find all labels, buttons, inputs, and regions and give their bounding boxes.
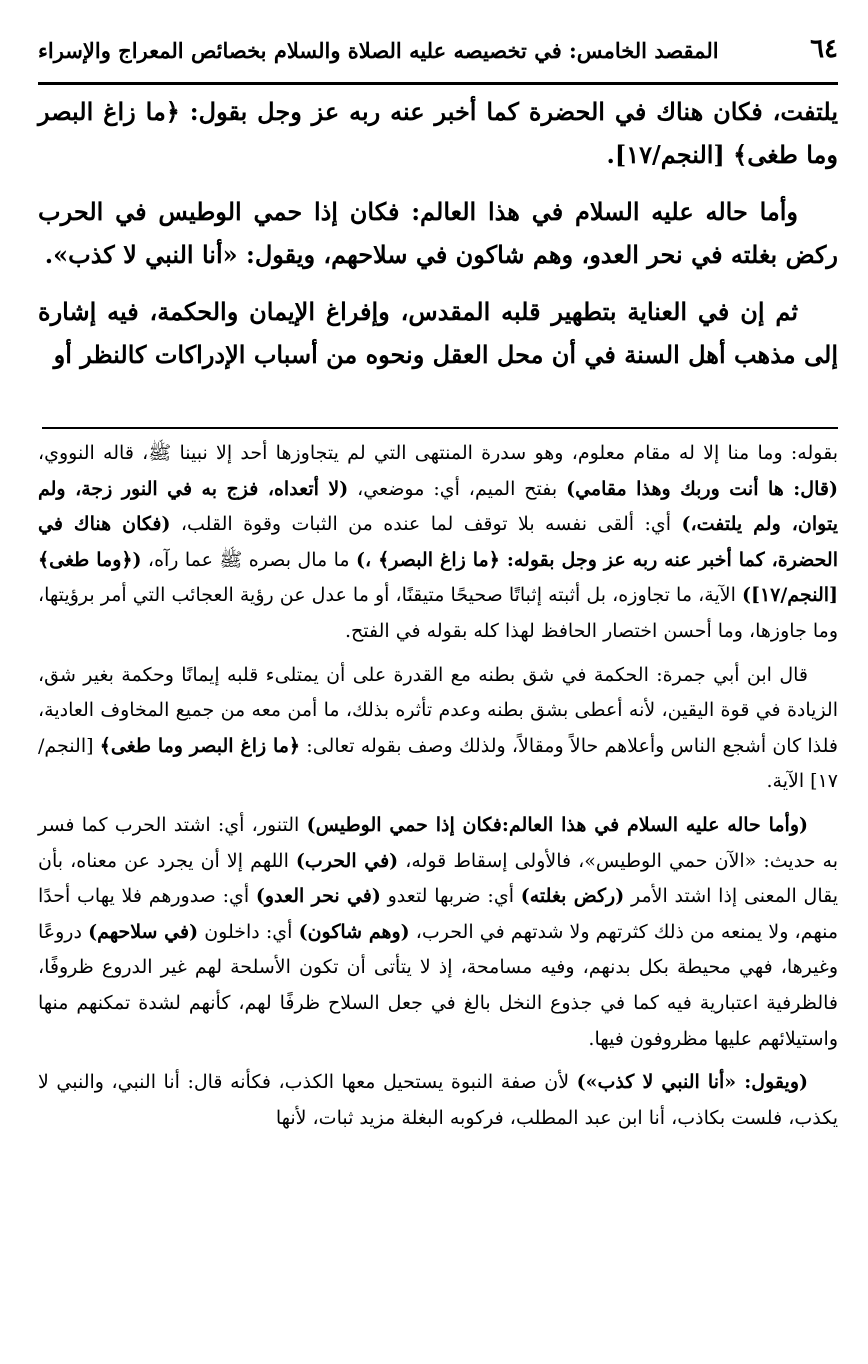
page-number: ٦٤ (810, 34, 838, 64)
commentary-text (38, 436, 838, 1144)
quran-quote: ﴿ما زاغ البصر وما طغى﴾ (38, 97, 838, 169)
main-paragraph-3: ثم إن في العناية بتطهير قلبه المقدس، وإفراغ الإيمان والحكمة، فيه إشارة إلى مذهب أهل السنة في أن محل العقل ونحوه من أسباب الإدراكات كالنظر أو (38, 297, 838, 369)
commentary-paragraph-4: (ويقول: «أنا النبي لا كذب») لأن صفة النبوة يستحيل معها الكذب، فكأنه قال: أنا النبي، والنبي لا يكذب، فلست بكاذب، أنا ابن عبد المطلب، فركوبه البغلة مزيد ثبات، لأنها (38, 1071, 838, 1129)
commentary-paragraph-2: قال ابن أبي جمرة: الحكمة في شق بطنه مع القدرة على أن يمتلىء قلبه إيمانًا وحكمة بغير شق، الزيادة في قوة اليقين، لأنه أعطى بشق بطنه وعدم تأثره بذلك، ما أمن معه من جميع المخاوف العادية، فلذا كان أشجع الناس وأعلاهم حالاً ومقالاً، ولذلك وصف بقوله تعالى: ﴿ما زاغ البصر وما طغى﴾ [النجم/١٧] الآية. (38, 663, 838, 793)
main-paragraph-1: يلتفت، فكان هناك في الحضرة كما أخبر عنه ربه عز وجل بقول: ﴿ما زاغ البصر وما طغى﴾ [النجم/١٧]. (38, 97, 838, 169)
commentary-paragraph-3: (وأما حاله عليه السلام في هذا العالم:فكان إذا حمي الوطيس) التنور، أي: اشتد الحرب كما فسر به حديث: «الآن حمي الوطيس»، فالأولى إسقاط قوله، (في الحرب) اللهم إلا أن يجرد عن معناه، بأن يقال المعنى إذا اشتد الأمر (ركض بغلته) أي: ضربها لتعدو (في نحر العدو) أي: صدورهم فلا يهاب أحدًا منهم، ولا يمنعه من ذلك كثرتهم ولا شدتهم في الحرب، (وهم شاكون) أي: داخلون (في سلاحهم) دروعًا وغيرها، فهي محيطة بكل بدنهم، وفيه مسامحة، إذ لا يتأتى أن تكون الأسلحة لهم غير الدروع ظروفًا، فالظرفية اعتبارية فيه كما في جذوع النخل بالغ في جعل السلاح ظرفًا لهم، كأنهم لشدة تمكنهم منها واستيلائهم عليها مظروفون فيها. (38, 813, 839, 1050)
running-header (38, 28, 838, 80)
commentary-paragraph-1: بقوله: وما منا إلا له مقام معلوم، وهو سدرة المنتهى التي لم يتجاوزها أحد إلا نبينا ﷺ، قاله النووي، (قال: ها أنت وربك وهذا مقامي) بفتح الميم، أي: موضعي، (لا أتعداه، فزج به في النور زجة، ولم يتوان، ولم يلتفت،) أي: ألقى نفسه بلا توقف لما عنده من الثبات وقوة القلب، (فكان هناك في الحضرة، كما أخبر عنه ربه عز وجل بقوله: ﴿ما زاغ البصر﴾ ،) ما مال بصره ﷺ عما رآه، (﴿وما طغى﴾ [النجم/١٧]) الآية، ما تجاوزه، بل أثبته إثباتًا صحيحًا متيقنًا، أو ما عدل عن رؤية العجائب التي أمر برؤيتها، وما جاوزها، وما أحسن اختصار الحافظ لهذا كله بقوله في الفتح. (38, 442, 838, 642)
chapter-title: المقصد الخامس: في تخصيصه عليه الصلاة والسلام بخصائص المعراج والإسراء (38, 38, 719, 63)
commentary-rule (42, 427, 838, 429)
header-rule (38, 82, 838, 85)
main-text (38, 90, 838, 390)
main-paragraph-2: وأما حاله عليه السلام في هذا العالم: فكان إذا حمي الوطيس في الحرب ركض بغلته في نحر العدو، وهم شاكون في سلاحهم، ويقول: «أنا النبي لا كذب». (38, 197, 838, 269)
